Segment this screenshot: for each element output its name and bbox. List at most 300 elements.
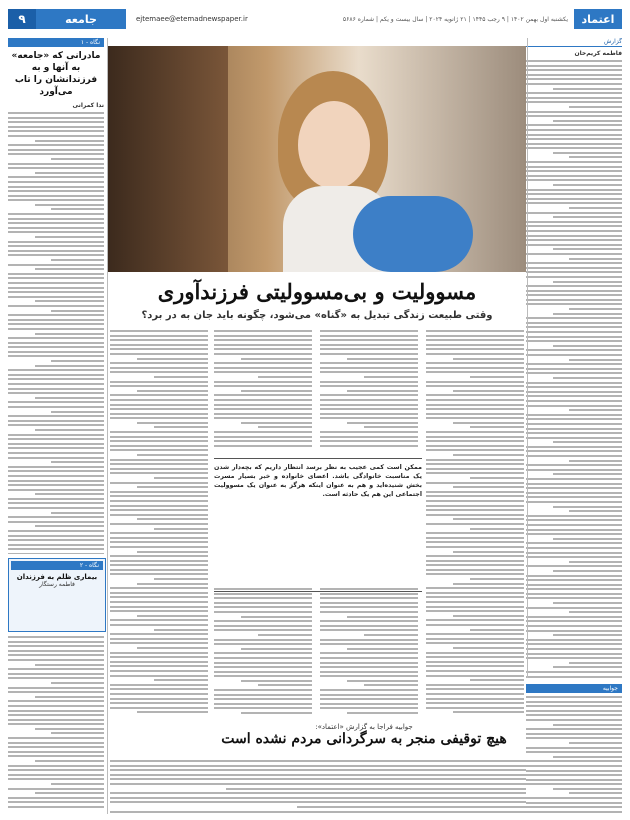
text-line xyxy=(8,144,104,146)
text-line xyxy=(553,602,622,604)
text-line xyxy=(426,702,524,704)
text-line xyxy=(8,424,104,426)
text-line xyxy=(110,371,208,373)
text-line xyxy=(154,426,208,428)
text-line xyxy=(526,189,622,191)
text-line xyxy=(110,797,526,799)
text-line xyxy=(110,362,208,364)
text-line xyxy=(526,372,622,374)
text-line xyxy=(8,530,104,532)
text-line xyxy=(426,688,524,690)
text-line xyxy=(110,381,208,383)
text-line xyxy=(320,639,418,641)
text-line xyxy=(8,126,104,128)
text-line xyxy=(110,445,208,447)
text-line xyxy=(320,602,418,604)
text-line xyxy=(426,675,524,677)
text-line xyxy=(154,477,208,479)
text-line xyxy=(426,560,524,562)
text-line xyxy=(8,801,104,803)
text-line xyxy=(526,770,622,772)
text-line xyxy=(526,705,622,707)
text-line xyxy=(569,106,622,108)
article-text xyxy=(110,760,526,813)
text-line xyxy=(110,431,208,433)
text-line xyxy=(8,195,104,197)
text-line xyxy=(553,666,622,668)
text-line xyxy=(553,634,622,636)
text-line xyxy=(8,746,104,748)
opinion-2-author: فاطمه رستگار xyxy=(39,581,75,588)
text-line xyxy=(553,506,622,508)
text-line xyxy=(35,696,104,698)
text-line xyxy=(214,602,312,604)
opinion-author: ندا کمرانی xyxy=(72,102,104,109)
text-line xyxy=(526,124,622,126)
text-line xyxy=(347,648,418,650)
text-line xyxy=(110,505,208,507)
text-line xyxy=(214,652,312,654)
text-line xyxy=(214,330,312,332)
text-line xyxy=(8,553,104,554)
reply-tag: جوابیه xyxy=(526,684,622,693)
text-line xyxy=(110,698,208,700)
text-line xyxy=(526,676,622,678)
text-line xyxy=(137,711,208,713)
text-line xyxy=(110,339,208,341)
text-line xyxy=(320,440,418,442)
text-line xyxy=(320,662,418,664)
text-line xyxy=(426,436,524,438)
section-email[interactable]: ejtemaee@etemadnewspaper.ir xyxy=(136,15,248,23)
text-line xyxy=(110,707,208,709)
text-line xyxy=(320,381,418,383)
text-line xyxy=(470,578,524,580)
text-line xyxy=(35,429,104,431)
text-line xyxy=(526,432,622,434)
text-line xyxy=(51,411,104,413)
text-line xyxy=(470,629,524,631)
text-line xyxy=(526,547,622,549)
text-line xyxy=(526,322,622,324)
text-line xyxy=(426,698,524,700)
text-line xyxy=(526,556,622,558)
text-line xyxy=(214,381,312,383)
text-line xyxy=(426,546,524,548)
text-line xyxy=(320,394,418,396)
text-line xyxy=(35,172,104,174)
text-line xyxy=(8,121,104,123)
text-line xyxy=(110,555,208,557)
article-text xyxy=(320,588,418,714)
text-line xyxy=(51,732,104,734)
text-line xyxy=(526,382,622,384)
text-line xyxy=(110,408,208,410)
text-line xyxy=(8,351,104,353)
text-line xyxy=(35,204,104,206)
text-line xyxy=(110,399,208,401)
text-line xyxy=(320,344,418,346)
text-line xyxy=(426,362,524,364)
text-line xyxy=(8,641,104,643)
text-line xyxy=(426,348,524,350)
text-line xyxy=(426,555,524,557)
text-line xyxy=(347,358,418,360)
text-line xyxy=(526,552,622,554)
text-line xyxy=(110,778,526,780)
text-line xyxy=(320,625,418,627)
text-line xyxy=(526,78,622,80)
text-line xyxy=(426,404,524,406)
text-line xyxy=(320,588,418,590)
text-line xyxy=(526,391,622,393)
text-line xyxy=(110,404,208,406)
text-line xyxy=(426,459,524,461)
text-line xyxy=(214,436,312,438)
text-line xyxy=(426,505,524,507)
text-line xyxy=(8,480,104,482)
text-line xyxy=(426,564,524,566)
text-line xyxy=(526,336,622,338)
text-line xyxy=(426,339,524,341)
text-line xyxy=(110,675,208,677)
text-line xyxy=(526,253,622,255)
text-line xyxy=(426,541,524,543)
text-line xyxy=(426,665,524,667)
text-line xyxy=(8,328,104,330)
text-line xyxy=(426,606,524,608)
text-line xyxy=(110,495,208,497)
text-line xyxy=(8,273,104,275)
text-line xyxy=(8,218,104,220)
text-line xyxy=(526,368,622,370)
text-line xyxy=(214,625,312,627)
text-line xyxy=(364,634,418,636)
text-line xyxy=(110,684,208,686)
text-line xyxy=(8,199,104,201)
text-line xyxy=(526,714,622,716)
article-column-2b xyxy=(320,588,418,718)
text-line xyxy=(8,319,104,321)
text-line xyxy=(426,587,524,589)
text-line xyxy=(526,648,622,650)
text-line xyxy=(347,422,418,424)
text-line xyxy=(320,367,418,369)
text-line xyxy=(426,619,524,621)
text-line xyxy=(110,482,208,484)
text-line xyxy=(553,788,622,790)
text-line xyxy=(226,788,526,790)
text-line xyxy=(320,652,418,654)
text-line xyxy=(110,500,208,502)
text-line xyxy=(35,664,104,666)
text-line xyxy=(553,216,622,218)
text-line xyxy=(214,353,312,355)
text-line xyxy=(526,271,622,273)
text-line xyxy=(526,428,622,430)
text-line xyxy=(214,694,312,696)
text-line xyxy=(453,647,524,649)
text-line xyxy=(110,537,208,539)
text-line xyxy=(110,440,208,442)
text-line xyxy=(426,592,524,594)
text-line xyxy=(364,684,418,686)
text-line xyxy=(526,414,622,416)
text-line xyxy=(526,639,622,641)
text-line xyxy=(526,299,622,301)
text-line xyxy=(110,509,208,511)
text-line xyxy=(426,417,524,419)
text-line xyxy=(320,657,418,659)
text-line xyxy=(110,344,208,346)
text-line xyxy=(154,528,208,530)
text-line xyxy=(426,367,524,369)
text-line xyxy=(8,374,104,376)
text-line xyxy=(526,212,622,214)
text-line xyxy=(110,642,208,644)
text-line xyxy=(8,765,104,767)
text-line xyxy=(8,452,104,454)
text-line xyxy=(426,596,524,598)
text-line xyxy=(110,688,208,690)
text-line xyxy=(110,801,526,803)
text-line xyxy=(526,630,622,632)
opinion-text xyxy=(8,636,104,808)
text-line xyxy=(470,376,524,378)
text-line xyxy=(51,208,104,210)
text-line xyxy=(526,783,622,785)
text-line xyxy=(35,140,104,142)
text-line xyxy=(526,737,622,739)
text-line xyxy=(137,358,208,360)
text-line xyxy=(426,569,524,571)
text-line xyxy=(8,719,104,721)
text-line xyxy=(526,607,622,609)
text-line xyxy=(320,689,418,691)
text-line xyxy=(426,472,524,474)
text-line xyxy=(8,700,104,702)
text-line xyxy=(320,698,418,700)
text-line xyxy=(8,507,104,509)
text-line xyxy=(8,355,104,357)
text-line xyxy=(8,222,104,224)
text-line xyxy=(214,639,312,641)
text-line xyxy=(526,423,622,425)
text-line xyxy=(426,482,524,484)
text-line xyxy=(526,111,622,113)
text-line xyxy=(8,392,104,394)
text-line xyxy=(110,459,208,461)
text-line xyxy=(526,747,622,749)
text-line xyxy=(137,486,208,488)
text-line xyxy=(8,117,104,119)
text-line xyxy=(110,665,208,667)
text-line xyxy=(8,742,104,744)
text-line xyxy=(526,65,622,67)
text-line xyxy=(526,285,622,287)
text-line xyxy=(320,371,418,373)
column-divider xyxy=(107,38,108,814)
text-line xyxy=(8,636,104,638)
text-line xyxy=(154,679,208,681)
text-line xyxy=(569,561,622,563)
text-line xyxy=(214,629,312,631)
text-line xyxy=(8,130,104,132)
text-line xyxy=(8,149,104,151)
text-line xyxy=(154,376,208,378)
text-line xyxy=(526,400,622,402)
text-line xyxy=(154,578,208,580)
text-line xyxy=(347,712,418,714)
text-line xyxy=(110,413,208,415)
text-line xyxy=(8,342,104,344)
text-line xyxy=(526,326,622,328)
text-line xyxy=(320,330,418,332)
text-line xyxy=(526,129,622,131)
text-line xyxy=(110,335,208,337)
text-line xyxy=(8,388,104,390)
text-line xyxy=(110,385,208,387)
text-line xyxy=(35,728,104,730)
text-line xyxy=(110,523,208,525)
text-line xyxy=(110,652,208,654)
text-line xyxy=(214,671,312,673)
text-line xyxy=(320,629,418,631)
text-line xyxy=(569,156,622,158)
text-line xyxy=(426,656,524,658)
text-line xyxy=(8,213,104,215)
text-line xyxy=(526,575,622,577)
text-line xyxy=(526,696,622,698)
text-line xyxy=(214,620,312,622)
text-line xyxy=(526,492,622,494)
text-line xyxy=(214,404,312,406)
text-line xyxy=(553,88,622,90)
text-line xyxy=(8,498,104,500)
text-line xyxy=(214,662,312,664)
text-line xyxy=(258,426,312,428)
text-line xyxy=(526,701,622,703)
text-line xyxy=(35,792,104,794)
text-line xyxy=(8,112,104,114)
text-line xyxy=(526,483,622,485)
text-line xyxy=(320,417,418,419)
text-line xyxy=(35,397,104,399)
article-text xyxy=(214,330,312,447)
text-line xyxy=(8,323,104,325)
text-line xyxy=(8,654,104,656)
text-line xyxy=(214,344,312,346)
text-line xyxy=(426,445,524,447)
text-line xyxy=(526,340,622,342)
text-line xyxy=(214,445,312,447)
text-line xyxy=(526,616,622,618)
text-line xyxy=(320,611,418,613)
text-line xyxy=(320,671,418,673)
text-line xyxy=(569,510,622,512)
text-line xyxy=(8,778,104,780)
text-line xyxy=(526,175,622,177)
text-line xyxy=(526,161,622,163)
text-line xyxy=(137,615,208,617)
text-line xyxy=(214,606,312,608)
text-line xyxy=(426,468,524,470)
text-line xyxy=(137,518,208,520)
text-line xyxy=(553,281,622,283)
text-line xyxy=(526,115,622,117)
left-opinion-column-2 xyxy=(8,636,104,814)
text-line xyxy=(426,601,524,603)
text-line xyxy=(426,399,524,401)
text-line xyxy=(214,666,312,668)
text-line xyxy=(526,262,622,264)
text-line xyxy=(526,230,622,232)
text-line xyxy=(320,408,418,410)
text-line xyxy=(8,516,104,518)
text-line xyxy=(526,276,622,278)
text-line xyxy=(241,390,312,392)
text-line xyxy=(426,344,524,346)
text-line xyxy=(51,783,104,785)
text-line xyxy=(553,377,622,379)
text-line xyxy=(526,487,622,489)
text-line xyxy=(526,733,622,735)
text-line xyxy=(214,431,312,433)
text-line xyxy=(8,769,104,771)
text-line xyxy=(453,615,524,617)
text-line xyxy=(110,633,208,635)
text-line xyxy=(8,677,104,679)
text-line xyxy=(320,335,418,337)
text-line xyxy=(526,806,622,808)
text-line xyxy=(553,756,622,758)
text-line xyxy=(526,450,622,452)
text-line xyxy=(35,268,104,270)
text-line xyxy=(8,755,104,757)
text-line xyxy=(35,333,104,335)
text-line xyxy=(526,386,622,388)
text-line xyxy=(320,362,418,364)
text-line xyxy=(110,394,208,396)
text-line xyxy=(426,353,524,355)
text-line xyxy=(426,661,524,663)
text-line xyxy=(426,537,524,539)
text-line xyxy=(320,385,418,387)
text-line xyxy=(526,579,622,581)
text-line xyxy=(8,502,104,504)
text-line xyxy=(110,765,526,767)
text-line xyxy=(35,300,104,302)
text-line xyxy=(320,593,418,595)
text-line xyxy=(320,597,418,599)
text-line xyxy=(8,434,104,436)
text-line xyxy=(258,376,312,378)
text-line xyxy=(426,707,524,709)
text-line xyxy=(526,303,622,305)
opinion-title: مادرانی که «جامعه» به آنها و به فرزندانشان را تاب می‌آورد xyxy=(11,51,101,97)
text-line xyxy=(214,394,312,396)
text-line xyxy=(426,335,524,337)
text-line xyxy=(214,371,312,373)
opinion-2-box xyxy=(8,558,106,632)
text-line xyxy=(110,436,208,438)
bottom-article-heading xyxy=(214,723,514,747)
text-line xyxy=(137,583,208,585)
text-line xyxy=(526,147,622,149)
text-line xyxy=(8,723,104,725)
text-line xyxy=(137,390,208,392)
text-line xyxy=(214,588,312,590)
